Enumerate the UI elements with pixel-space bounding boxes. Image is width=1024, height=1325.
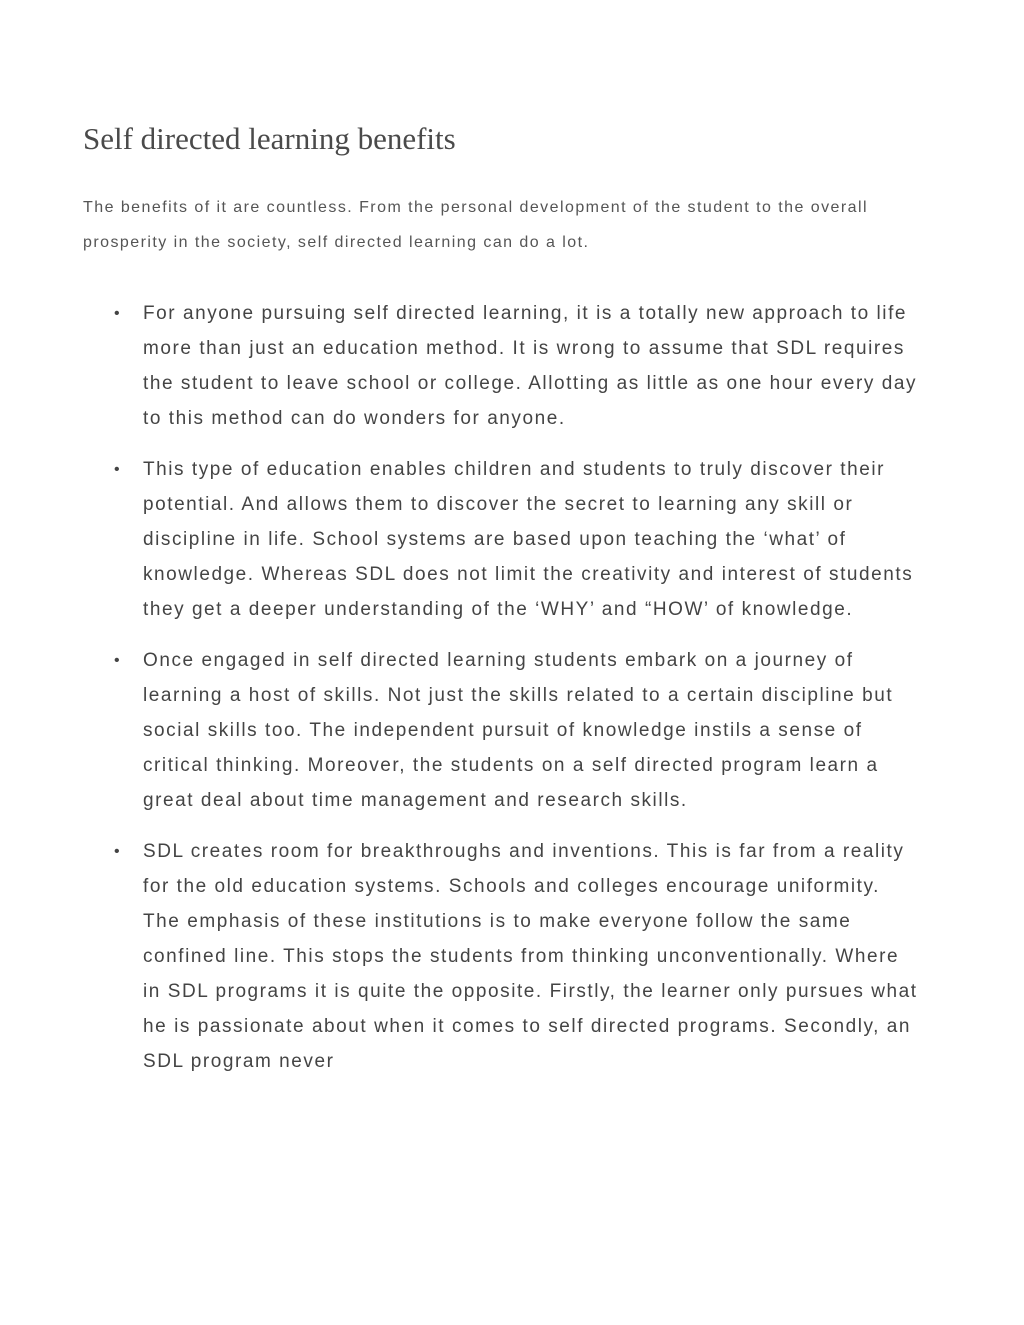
list-item — [114, 296, 918, 436]
list-item — [114, 643, 918, 818]
list-item — [114, 834, 918, 1079]
list-item — [114, 452, 918, 627]
bullet-icon: • — [114, 843, 120, 860]
bullet-icon: • — [114, 652, 120, 669]
benefits-list — [114, 296, 918, 1095]
bullet-icon: • — [114, 461, 120, 478]
intro-paragraph: The benefits of it are countless. From the personal development of the student to the overall prosperity in the society, self directed learning can do a lot. — [83, 199, 868, 251]
bullet-icon: • — [114, 305, 120, 322]
list-item-text: SDL creates room for breakthroughs and inventions. This is far from a reality for the old education systems. Schools and colleges encourage uniformity. The emphasis of these institutions is to make everyone follow the same confined line. This stops the students from thinking unconventionally. Where in SDL programs it is quite the opposite. Firstly, the learner only pursues what he is passionate about when it comes to self directed programs. Secondly, an SDL program never — [143, 841, 918, 1072]
list-item-text: For anyone pursuing self directed learning, it is a totally new approach to life more than just an education method. It is wrong to assume that SDL requires the student to leave school or college. Allotting as little as one hour every day to this method can do wonders for anyone. — [143, 303, 918, 429]
list-item-text: Once engaged in self directed learning students embark on a journey of learning a host of skills. Not just the skills related to a certain discipline but social skills too. The independent pursuit of knowledge instils a sense of critical thinking. Moreover, the students on a self directed program learn a great deal about time management and research skills. — [143, 650, 894, 811]
page-title: Self directed learning benefits — [83, 121, 456, 156]
list-item-text: This type of education enables children and students to truly discover their potential. And allows them to discover the secret to learning any skill or discipline in life. School systems are based upon teaching the ‘what’ of knowledge. Whereas SDL does not limit the creativity and interest of students they get a deeper understanding of the ‘WHY’ and “HOW’ of knowledge. — [143, 459, 914, 620]
